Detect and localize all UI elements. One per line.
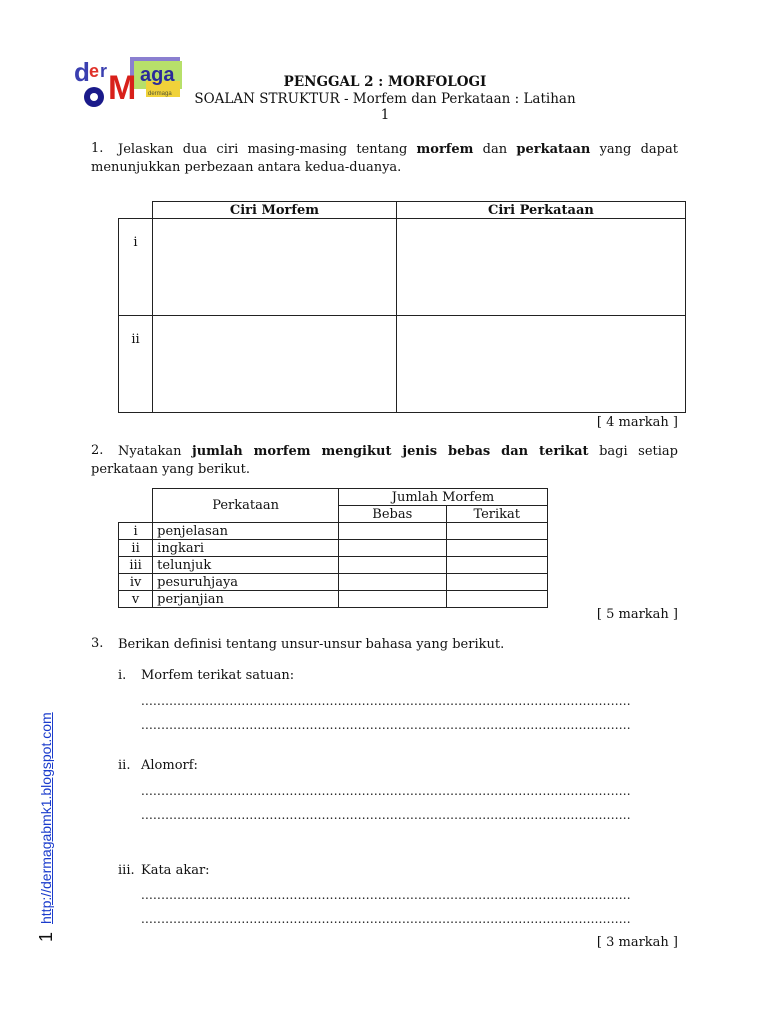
question-2-number: 2. <box>91 443 104 458</box>
header-terikat: Terikat <box>446 506 547 523</box>
item-term: Alomorf: <box>141 758 198 773</box>
terikat-answer-cell[interactable] <box>446 557 547 574</box>
question-2-marks: [ 5 markah ] <box>596 607 678 622</box>
page-title: PENGGAL 2 : MORFOLOGI <box>283 74 487 90</box>
question-1-table <box>118 201 686 413</box>
answer-cell[interactable] <box>396 219 685 316</box>
answer-line[interactable]: .......................................................................................................................... <box>141 888 631 902</box>
question-1-text: Jelaskan dua ciri masing-masing tentang morfem dan perkataan yang dapat menunjukkan perbezaan antara kedua-duanya. <box>91 142 678 175</box>
header-ciri-morfem: Ciri Morfem <box>153 202 397 219</box>
dermaga-logo <box>74 55 184 109</box>
question-3-number: 3. <box>91 636 104 651</box>
row-number: iv <box>119 574 153 591</box>
header-jumlah-morfem: Jumlah Morfem <box>339 489 548 506</box>
word-cell: perjanjian <box>153 591 339 608</box>
word-cell: ingkari <box>153 540 339 557</box>
page-number: 1 <box>36 931 56 942</box>
row-number: iii <box>119 557 153 574</box>
svg-text:r: r <box>100 61 108 81</box>
page-subtitle: SOALAN STRUKTUR - Morfem dan Perkataan : Latihan 1 <box>194 91 576 123</box>
question-3-text: Berikan definisi tentang unsur-unsur bahasa yang berikut. <box>118 637 505 652</box>
question-1-marks: [ 4 markah ] <box>596 415 678 430</box>
question-1-number: 1. <box>91 141 104 156</box>
bebas-answer-cell[interactable] <box>339 557 447 574</box>
bebas-answer-cell[interactable] <box>339 523 447 540</box>
header-bebas: Bebas <box>339 506 447 523</box>
answer-line[interactable]: .......................................................................................................................... <box>141 694 631 708</box>
terikat-answer-cell[interactable] <box>446 523 547 540</box>
item-label: iii. <box>118 863 135 878</box>
logo-text: dermaga <box>148 91 172 97</box>
word-cell: telunjuk <box>153 557 339 574</box>
svg-text:aga: aga <box>140 64 175 86</box>
row-number: i <box>119 523 153 540</box>
question-2-text: Nyatakan jumlah morfem mengikut jenis bebas dan terikat bagi setiap perkataan yang berikut. <box>91 444 679 477</box>
svg-text:e: e <box>89 61 100 81</box>
item-label: ii. <box>118 758 131 773</box>
item-label: i. <box>118 668 127 683</box>
answer-cell[interactable] <box>153 316 397 413</box>
terikat-answer-cell[interactable] <box>446 591 547 608</box>
answer-line[interactable]: .......................................................................................................................... <box>141 912 631 926</box>
blog-link[interactable]: http://dermagabmk1.blogspot.com <box>38 712 54 924</box>
bebas-answer-cell[interactable] <box>339 574 447 591</box>
answer-line[interactable]: .......................................................................................................................... <box>141 808 631 822</box>
row-label: i <box>119 219 153 316</box>
word-cell: penjelasan <box>153 523 339 540</box>
bebas-answer-cell[interactable] <box>339 591 447 608</box>
answer-cell[interactable] <box>153 219 397 316</box>
bebas-answer-cell[interactable] <box>339 540 447 557</box>
item-term: Kata akar: <box>141 863 210 878</box>
header-ciri-perkataan: Ciri Perkataan <box>396 202 685 219</box>
row-number: v <box>119 591 153 608</box>
row-label: ii <box>119 316 153 413</box>
row-number: ii <box>119 540 153 557</box>
header-perkataan: Perkataan <box>153 489 339 523</box>
answer-line[interactable]: .......................................................................................................................... <box>141 784 631 798</box>
answer-cell[interactable] <box>396 316 685 413</box>
question-3-marks: [ 3 markah ] <box>596 935 678 950</box>
question-2-table <box>118 488 548 608</box>
svg-text:M: M <box>108 69 137 107</box>
item-term: Morfem terikat satuan: <box>141 668 295 683</box>
terikat-answer-cell[interactable] <box>446 540 547 557</box>
svg-text:d: d <box>74 57 90 87</box>
terikat-answer-cell[interactable] <box>446 574 547 591</box>
answer-line[interactable]: .......................................................................................................................... <box>141 718 631 732</box>
word-cell: pesuruhjaya <box>153 574 339 591</box>
